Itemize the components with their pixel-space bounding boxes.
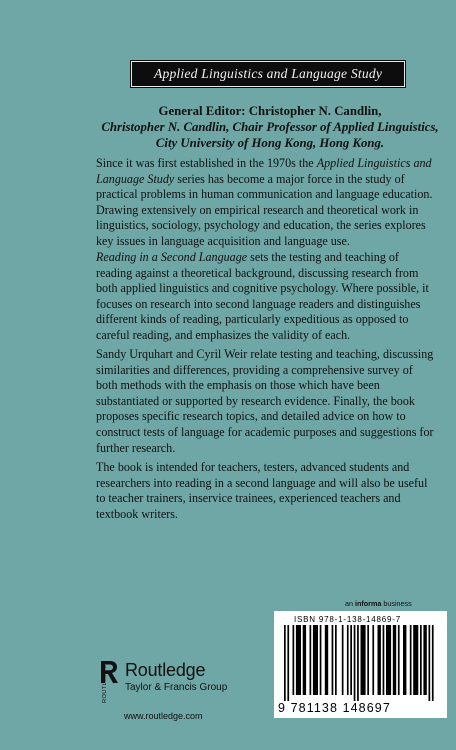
- barcode-bar: [342, 625, 344, 695]
- barcode-bar: [325, 625, 328, 695]
- isbn-barcode: [274, 611, 447, 718]
- barcode-bar: [303, 625, 306, 695]
- series-banner: [131, 61, 405, 87]
- barcode-bar: [393, 625, 396, 695]
- barcode-bar: [398, 625, 400, 695]
- publisher-url[interactable]: www.routledge.com: [124, 711, 203, 721]
- barcode-bar: [361, 625, 366, 695]
- barcode-bar: [284, 625, 286, 701]
- barcode-bar: [313, 625, 318, 695]
- series-description-paragraph: Since it was first established in the 1970s the Applied Linguistics and Language Study series has become a major force in the study of practical problems in human communication and language education. Drawing extensively on empirical research and theoretical work in linguistics, sociology, psychology and education, the series explores key issues in language acquisition and language use.: [96, 156, 433, 248]
- barcode-bars: [280, 625, 441, 701]
- barcode-bar: [310, 625, 312, 695]
- barcode-digits: 9 781138 148697: [278, 701, 391, 715]
- series-title-italic: Applied Linguistics and Language Study: [96, 156, 432, 186]
- authors-paragraph: Sandy Urquhart and Cyril Weir relate testing and teaching, discussing similarities and differences, providing a comprehensive survey of both methods with the emphasis on those which have been substantiated or supported by research evidence. Finally, the book proposes specific research topics, and detailed advice on how to construct tests of language for academic purposes and suggestions for further research.: [96, 347, 434, 455]
- series-title: Applied Linguistics and Language Study: [153, 66, 383, 81]
- routledge-logo-icon: [98, 659, 120, 704]
- publisher-group: Taylor & Francis Group: [125, 682, 228, 693]
- barcode-bar: [432, 625, 434, 701]
- audience-paragraph: The book is intended for teachers, testers, advanced students and researchers into reading in a second language and will also be useful to teacher trainers, inservice trainees, experienced teachers and textbook writers.: [96, 460, 428, 521]
- editor-affiliation-line: Christopher N. Candlin, Chair Professor of Applied Linguistics,: [101, 120, 439, 134]
- barcode-bar: [357, 625, 359, 701]
- barcode-bar: [354, 625, 356, 701]
- isbn-label: ISBN 978-1-138-14869-7: [294, 615, 401, 624]
- barcode-bar: [293, 625, 295, 695]
- barcode-bar: [347, 625, 349, 695]
- barcode-bar: [287, 625, 289, 701]
- barcode-bar: [378, 625, 381, 695]
- informa-brand: informa: [355, 599, 382, 608]
- barcode-bar: [335, 625, 337, 695]
- logo-vertical-text: ROUTLEDGE: [102, 664, 108, 703]
- barcode-bar: [367, 625, 369, 695]
- barcode-bar: [320, 625, 322, 695]
- barcode-bar: [413, 625, 418, 695]
- general-editor-line: General Editor: Christopher N. Candlin,: [158, 104, 382, 118]
- barcode-bar: [372, 625, 374, 695]
- informa-business-tag: an informa business: [345, 599, 412, 608]
- barcode-bar: [429, 625, 431, 701]
- barcode-bar: [383, 625, 385, 695]
- barcode-bar: [386, 625, 391, 695]
- book-summary-paragraph: Reading in a Second Language sets the testing and teaching of reading against a theoretical background, discussing research from both applied linguistics and cognitive psychology. Where possible, it focuses on research into second language readers and distinguishes different kinds of reading, particularly expeditious as opposed to careful reading, and emphasizes the validity of each.: [96, 250, 429, 342]
- barcode-bar: [296, 625, 301, 695]
- general-editor: [90, 103, 450, 151]
- barcode-bar: [423, 625, 426, 695]
- editor-university-line: City University of Hong Kong, Hong Kong.: [155, 136, 385, 150]
- barcode-bar: [403, 625, 406, 695]
- barcode-bar: [410, 625, 412, 695]
- barcode-bar: [350, 625, 352, 695]
- book-title-italic: Reading in a Second Language: [96, 250, 248, 264]
- barcode-bar: [332, 625, 334, 695]
- publisher-name: Routledge: [125, 660, 206, 680]
- barcode-bar: [420, 625, 422, 695]
